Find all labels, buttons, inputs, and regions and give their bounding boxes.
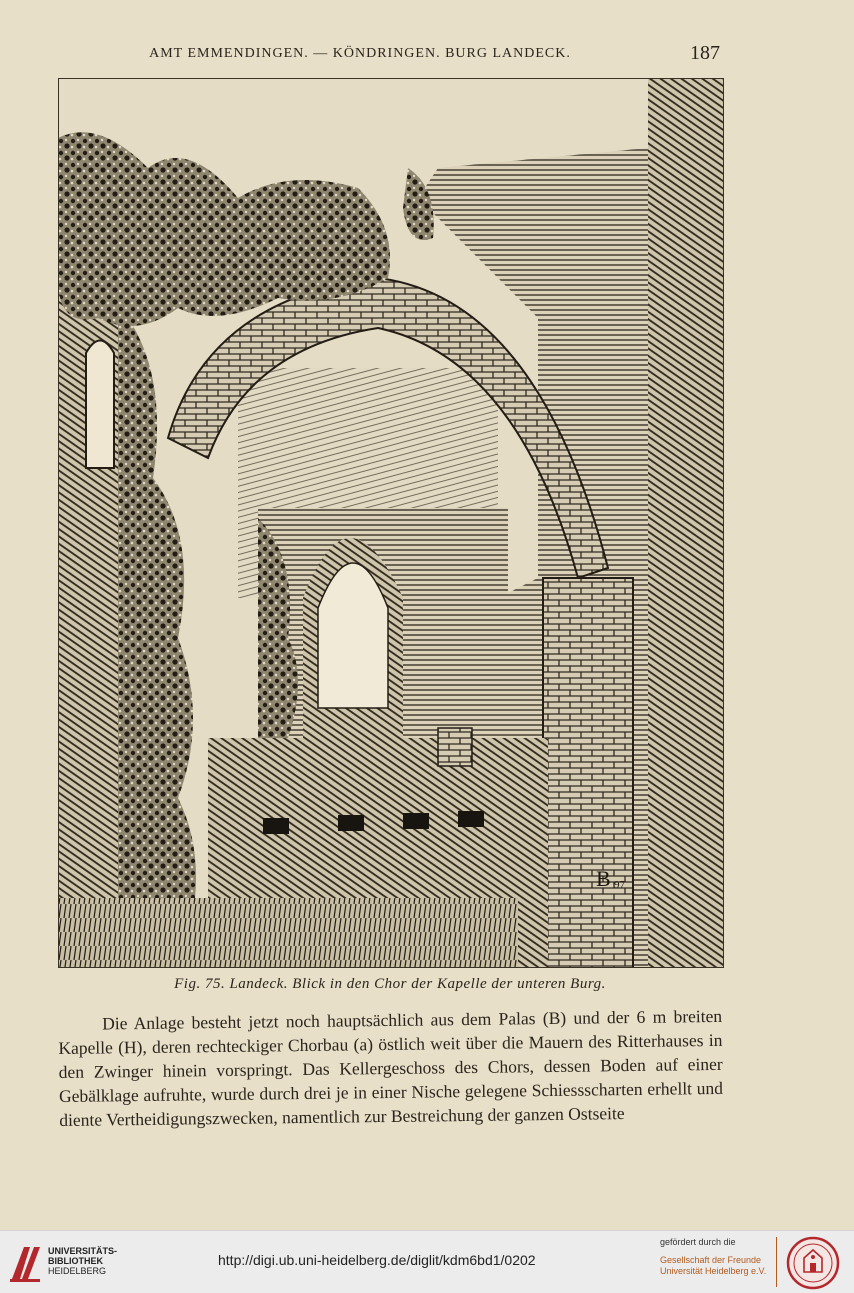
sponsor-block[interactable]: [660, 1237, 772, 1277]
library-logo-icon[interactable]: [8, 1239, 42, 1285]
page-number: 187: [690, 42, 720, 64]
sponsor-name-line-1: Gesellschaft der Freunde: [660, 1255, 762, 1265]
running-head: [60, 44, 720, 68]
permalink-url[interactable]: http://digi.ub.uni-heidelberg.de/diglit/kdm6bd1/0202: [218, 1252, 536, 1268]
footer-divider: [776, 1237, 777, 1287]
library-name-line-2: BIBLIOTHEK: [48, 1256, 103, 1266]
viewer-footer: [0, 1230, 854, 1293]
body-paragraph: Die Anlage besteht jetzt noch hauptsächlich aus dem Palas (B) und der 6 m breiten Kapelle (H), deren rechteckiger Chorbau (a) östlich weit über die Mauern des Ritterhauses in den Zwinger hinein vorspringt. Das Kellergeschoss des Chors, dessen Boden auf einer Gebälklage aufruhte, wurde durch drei je in einer Nische gelegene Schiessscharten erhellt und diente Vertheidigungszwecken, namentlich zur Bestreichung der ganzen Ostseite: [58, 1005, 724, 1130]
library-name[interactable]: [48, 1246, 117, 1276]
sponsor-lead: gefördert durch die: [660, 1237, 736, 1247]
sponsor-name-line-2: Universität Heidelberg e.V.: [660, 1266, 767, 1276]
body-text: [58, 1004, 723, 1132]
library-name-line-3: HEIDELBERG: [48, 1266, 107, 1276]
running-title: AMT EMMENDINGEN. — KÖNDRINGEN. BURG LANDECK.: [149, 46, 571, 61]
university-seal-icon[interactable]: [786, 1236, 840, 1290]
figure-caption: Fig. 75. Landeck. Blick in den Chor der Kapelle der unteren Burg.: [174, 976, 606, 992]
svg-text:B: B: [596, 866, 611, 891]
engraving-figure: [58, 78, 724, 968]
svg-text:97: 97: [614, 879, 625, 891]
library-name-line-1: UNIVERSITÄTS-: [48, 1246, 118, 1256]
